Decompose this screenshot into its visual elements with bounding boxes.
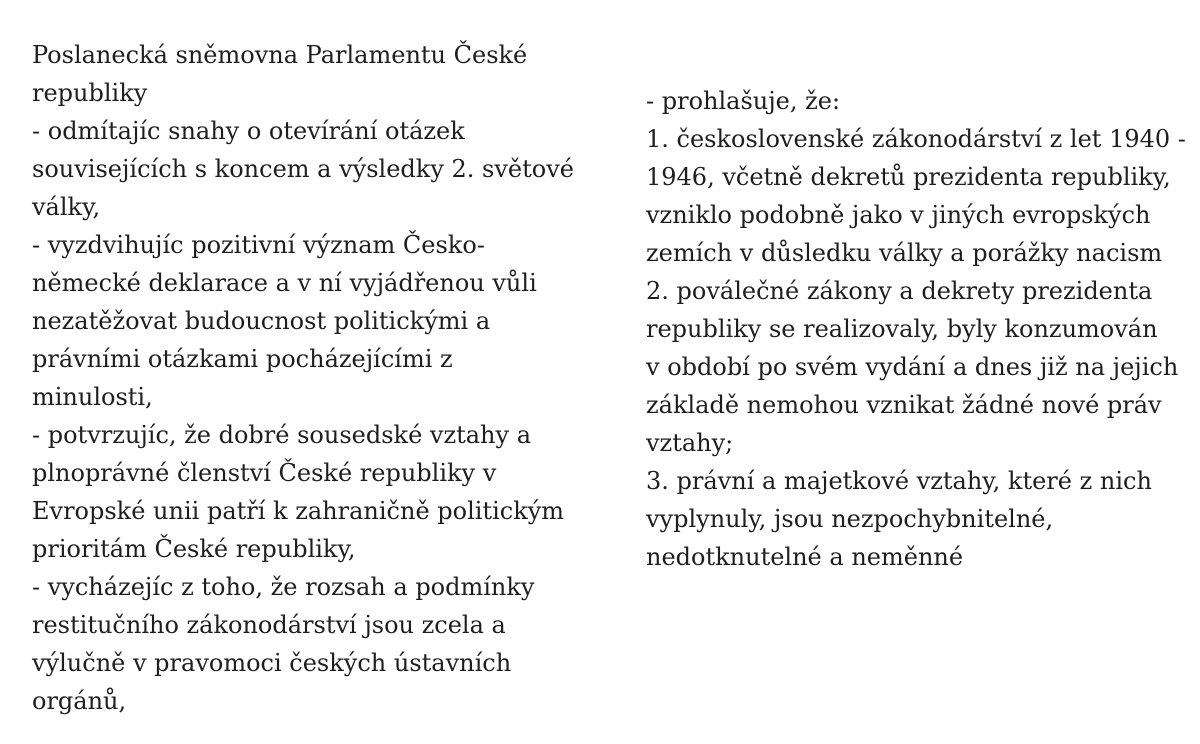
right-line-5: zemích v důsledku války a porážky nacism xyxy=(646,239,1163,267)
right-line-8: v období po svém vydání a dnes již na jejich xyxy=(646,353,1179,381)
left-line-8: nezatěžovat budoucnost politickými a xyxy=(32,307,491,335)
right-line-9: základě nemohou vznikat žádné nové práv xyxy=(646,391,1162,419)
right-line-3: 1946, včetně dekretů prezidenta republiky, xyxy=(646,163,1171,191)
right-line-12: vyplynuly, jsou nezpochybnitelné, xyxy=(646,505,1054,533)
right-text-column xyxy=(646,82,1200,576)
left-line-4: souvisejících s koncem a výsledky 2. světové xyxy=(32,155,574,183)
left-line-1: Poslanecká sněmovna Parlamentu České xyxy=(32,41,528,69)
left-line-16: restitučního zákonodárství jsou zcela a xyxy=(32,611,506,639)
left-line-5: války, xyxy=(32,193,101,221)
left-line-12: plnoprávné členství České republiky v xyxy=(32,459,497,487)
left-line-13: Evropské unii patří k zahraničně politickým xyxy=(32,497,565,525)
right-line-7: republiky se realizovaly, byly konzumován xyxy=(646,315,1158,343)
right-line-2: 1. československé zákonodárství z let 1940 - xyxy=(646,125,1186,153)
right-line-4: vzniklo podobně jako v jiných evropských xyxy=(646,201,1151,229)
right-line-11: 3. právní a majetkové vztahy, které z nich xyxy=(646,467,1152,495)
left-line-17: výlučně v pravomoci českých ústavních xyxy=(32,649,512,677)
left-line-15: - vycházejíc z toho, že rozsah a podmínky xyxy=(32,573,535,601)
right-line-13: nedotknutelné a neměnné xyxy=(646,543,964,571)
left-line-7: německé deklarace a v ní vyjádřenou vůli xyxy=(32,269,537,297)
right-line-10: vztahy; xyxy=(646,429,734,457)
right-line-1: - prohlašuje, že: xyxy=(646,87,841,115)
left-line-14: prioritám České republiky, xyxy=(32,535,356,563)
left-line-6: - vyzdvihujíc pozitivní význam Česko- xyxy=(32,231,485,259)
left-line-11: - potvrzujíc, že dobré sousedské vztahy a xyxy=(32,421,532,449)
left-line-18: orgánů, xyxy=(32,687,127,715)
left-line-3: - odmítajíc snahy o otevírání otázek xyxy=(32,117,465,145)
left-text-column xyxy=(32,36,622,720)
left-line-2: republiky xyxy=(32,79,148,107)
left-line-9: právními otázkami pocházejícími z xyxy=(32,345,453,373)
right-line-6: 2. poválečné zákony a dekrety prezidenta xyxy=(646,277,1153,305)
left-line-10: minulosti, xyxy=(32,383,153,411)
